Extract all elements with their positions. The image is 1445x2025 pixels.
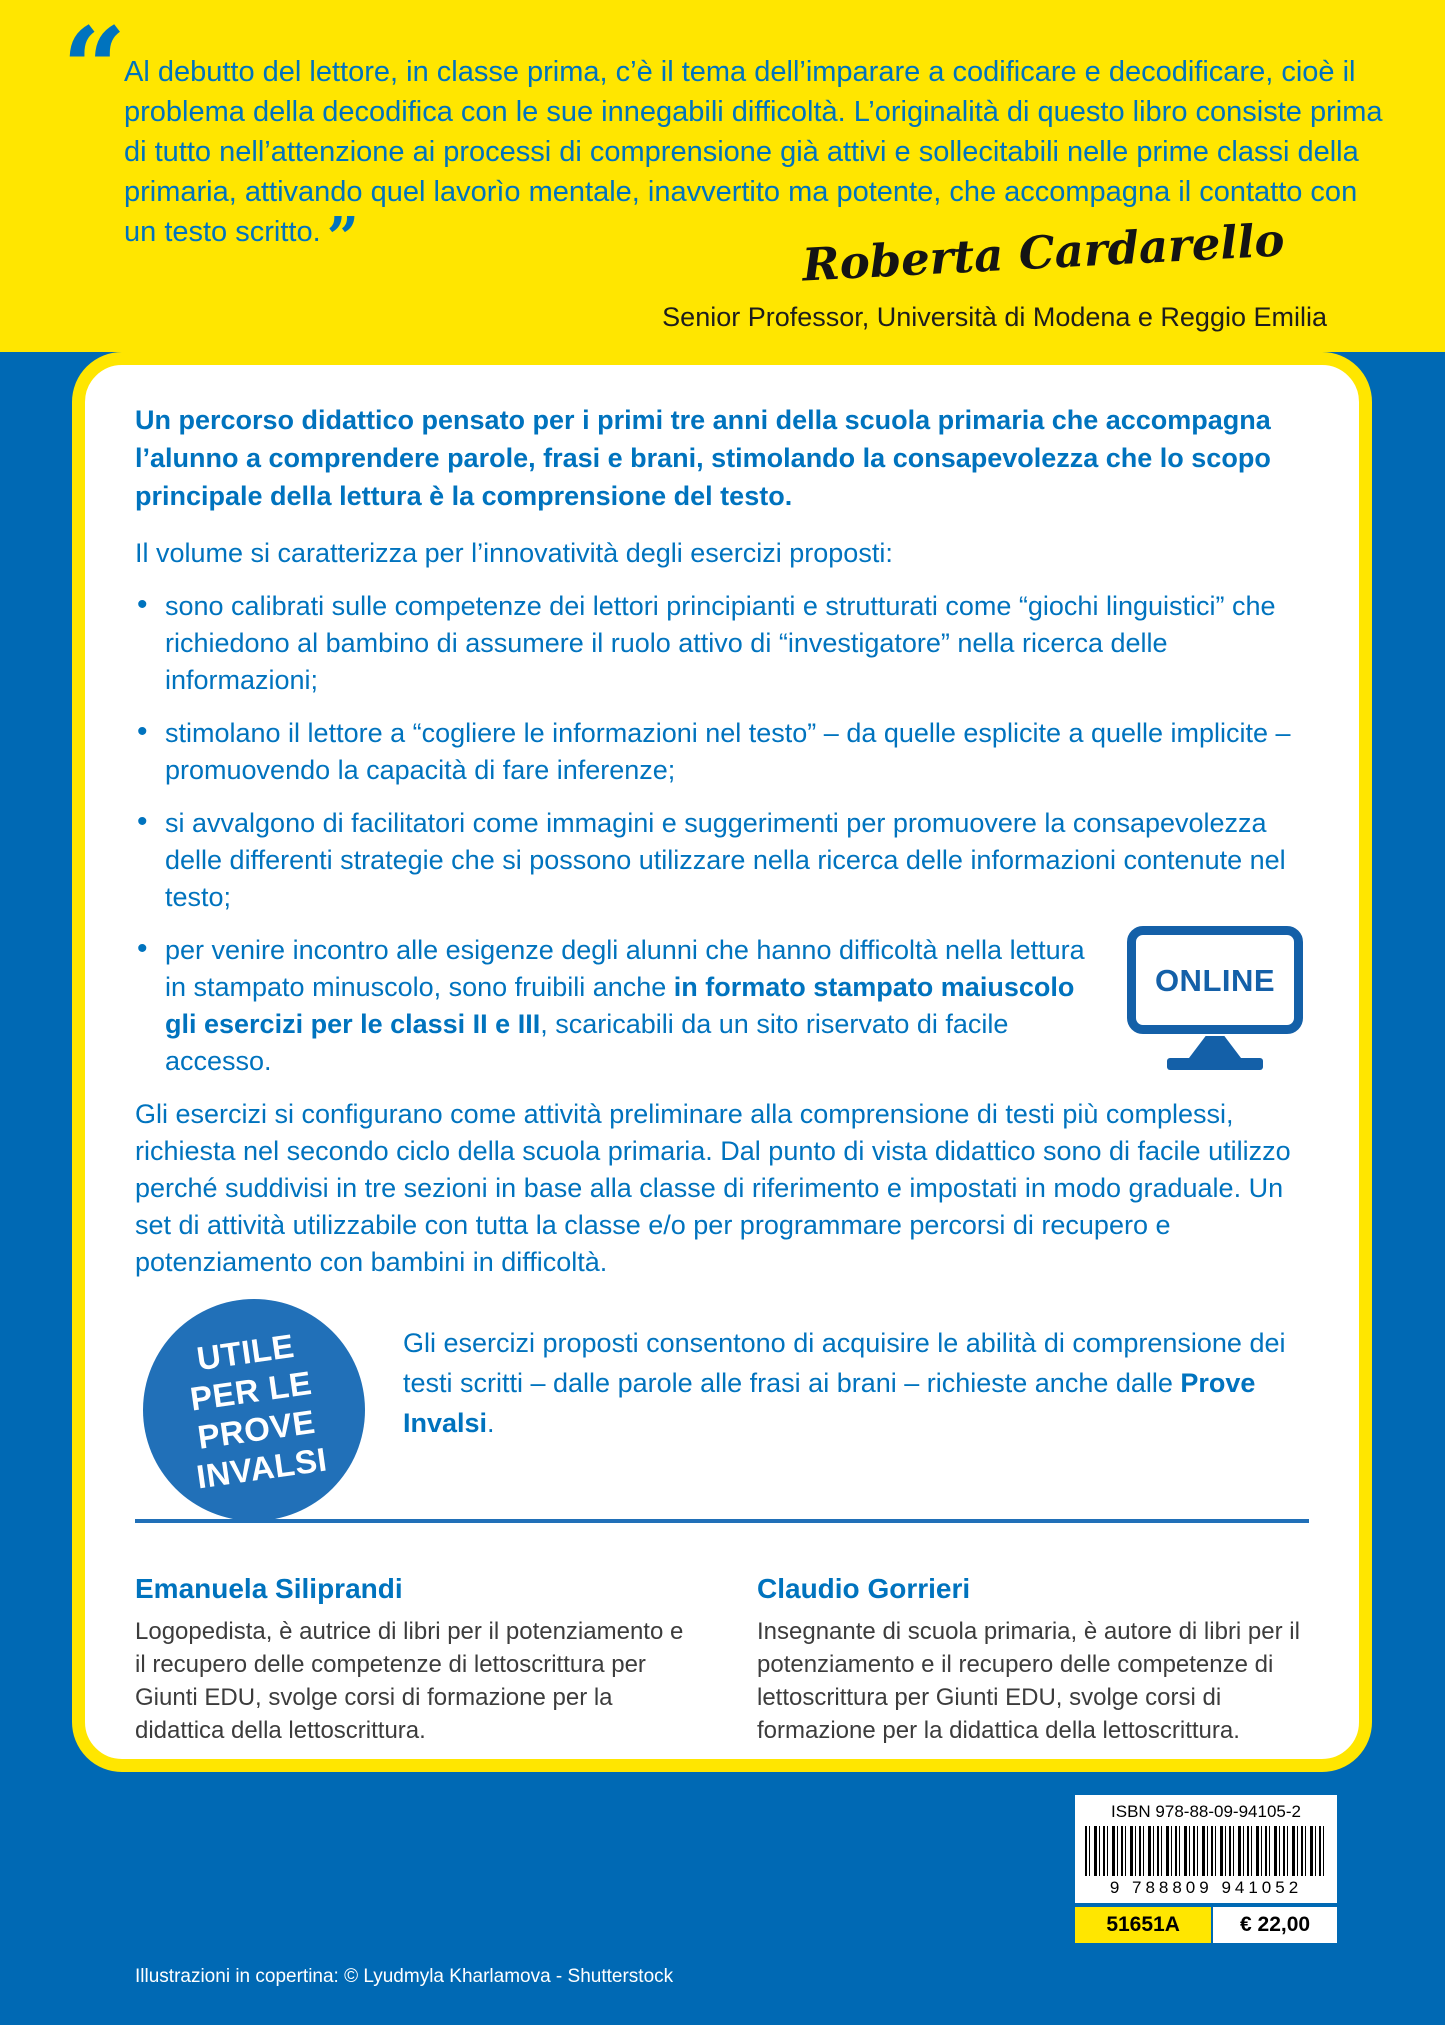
illustration-credit: Illustrazioni in copertina: © Lyudmyla Kharlamova - Shutterstock	[135, 1966, 674, 1987]
bullet-dot: •	[137, 805, 148, 838]
monitor-stand	[1189, 1036, 1241, 1058]
bullet4-post: , scaricabili da un sito riservato di facile accesso.	[165, 1009, 1009, 1076]
badge-line: PROVE	[195, 1402, 318, 1456]
author-name: Claudio Gorrieri	[757, 1573, 971, 1604]
monitor-screen	[1127, 926, 1303, 1034]
quote-body: Al debutto del lettore, in classe prima, c’è il tema dell’imparare a codificare e decodificare, cioè il problema della decodifica con le sue innegabili difficoltà. L’originalità di questo libro consiste prima di tutto nell’attenzione ai processi di comprensione già attivi e sollecitabili nelle prime classi della primaria, attivando quel lavorìo mentale, inavvertito ma potente, che accompagna il contatto con un testo scritto.	[124, 56, 1383, 248]
bullet-item-1	[135, 588, 1309, 699]
bullet-dot: •	[137, 715, 148, 748]
bullet-text: sono calibrati sulle competenze dei lettori principianti e strutturati come “giochi linguistici” che richiedono al bambino di assumere il ruolo attivo di “investigatore” nella ricerca delle informazioni;	[165, 591, 1276, 695]
invalsi-badge	[143, 1299, 365, 1521]
bullet-item-2	[135, 715, 1309, 789]
bullet-item-3	[135, 805, 1309, 916]
online-monitor-icon	[1127, 926, 1303, 1070]
barcode-icon	[1085, 1826, 1327, 1876]
invalsi-description	[403, 1299, 1303, 1443]
badge-line: PER LE	[188, 1363, 315, 1418]
online-label: ONLINE	[1154, 962, 1276, 998]
bullet4-pre: per venire incontro alle esigenze degli alunni che hanno difficoltà nella lettura in stampato minuscolo, sono fruibili anche	[165, 935, 1085, 1002]
invalsi-bold: Prove Invalsi	[403, 1368, 1256, 1438]
author-siliprandi	[135, 1573, 687, 1747]
author-gorrieri	[757, 1573, 1309, 1747]
author-bio: Logopedista, è autrice di libri per il potenziamento e il recupero delle competenze di lettoscrittura per Giunti EDU, svolge corsi di formazione per la didattica della lettoscrittura.	[135, 1618, 684, 1744]
author-name: Emanuela Siliprandi	[135, 1573, 403, 1604]
bullet-dot: •	[137, 932, 148, 965]
bullet4-bold: in formato stampato maiuscolo gli esercizi per le classi II e III	[165, 972, 1075, 1039]
content-card	[72, 352, 1372, 1772]
price: € 22,00	[1213, 1907, 1337, 1943]
bullet-text: si avvalgono di facilitatori come immagini e suggerimenti per promuovere la consapevolezza delle differenti strategie che si possono utilizzare nella ricerca delle informazioni contenute nel testo;	[165, 808, 1286, 912]
invalsi-post: .	[487, 1408, 495, 1438]
invalsi-badge-text	[178, 1324, 330, 1497]
barcode-digits: 9 788809 941052	[1109, 1878, 1303, 1897]
section-divider	[135, 1519, 1309, 1523]
open-quote-mark: “	[62, 4, 127, 135]
invalsi-pre: Gli esercizi proposti consentono di acquisire le abilità di comprensione dei testi scritti – dalle parole alle frasi ai brani – richieste anche dalle	[403, 1328, 1286, 1398]
badge-line: UTILE	[194, 1326, 297, 1378]
authors-section	[135, 1573, 1309, 1747]
intro-paragraph: Un percorso didattico pensato per i primi tre anni della scuola primaria che accompagna l’alunno a comprendere parole, frasi e brani, stimolando la consapevolezza che lo scopo principale della lettura è la comprensione del testo.	[135, 405, 1271, 511]
lead-line: Il volume si caratterizza per l’innovatività degli esercizi proposti:	[135, 538, 893, 568]
edition-code: 51651A	[1075, 1907, 1211, 1943]
closing-paragraph: Gli esercizi si configurano come attività preliminare alla comprensione di testi più complessi, richiesta nel secondo ciclo della scuola primaria. Dal punto di vista didattico sono di facile utilizzo perché suddivisi in tre sezioni in base alla classe di riferimento e impostati in modo graduale. Un set di attività utilizzabile con tutta la classe e/o per programmare percorsi di recupero e potenziamento con bambini in difficoltà.	[135, 1099, 1291, 1277]
isbn-label: ISBN 978-88-09-94105-2	[1111, 1802, 1301, 1821]
bullet-text: stimolano il lettore a “cogliere le informazioni nel testo” – da quelle esplicite a quelle implicite – promuovendo la capacità di fare inferenze;	[165, 718, 1291, 785]
signature-title: Senior Professor, Università di Modena e Reggio Emilia	[662, 302, 1327, 332]
barcode-block	[1075, 1795, 1337, 1943]
close-quote-mark: ”	[326, 205, 359, 271]
price-row	[1075, 1907, 1337, 1943]
bullet-item-4	[135, 932, 1309, 1080]
badge-line: INVALSI	[194, 1440, 330, 1496]
monitor-base	[1167, 1058, 1263, 1070]
signature: Roberta Cardarello	[801, 213, 1287, 292]
quote-band	[0, 0, 1445, 352]
isbn-box	[1075, 1795, 1337, 1903]
bullet-dot: •	[137, 588, 148, 621]
invalsi-section	[135, 1299, 1309, 1549]
author-bio: Insegnante di scuola primaria, è autore di libri per il potenziamento e il recupero delle competenze di lettoscrittura per Giunti EDU, svolge corsi di formazione per la didattica della lettoscrittura.	[757, 1618, 1300, 1744]
